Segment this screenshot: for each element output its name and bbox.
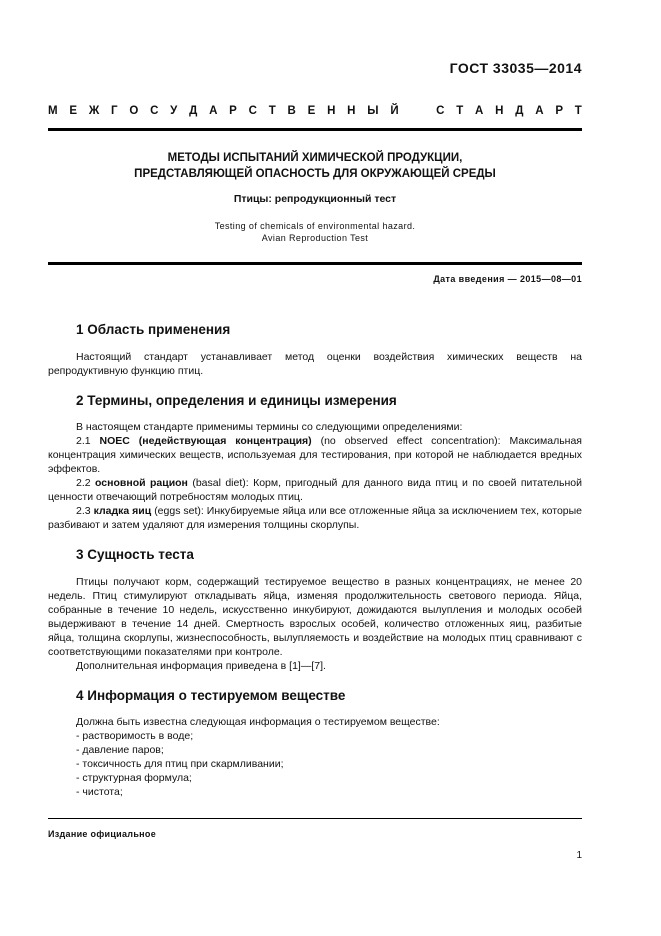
banner-letter: Е [307,105,316,117]
title-line-2: ПРЕДСТАВЛЯЮЩЕЙ ОПАСНОСТЬ ДЛЯ ОКРУЖАЮЩЕЙ СРЕДЫ [134,168,496,180]
term-name: кладка яиц [93,505,152,517]
term-number: 2.3 [76,505,91,517]
list-item: - растворимость в воде; [76,730,194,742]
term-name: основной рацион [95,477,188,489]
term-2-3 [48,504,582,532]
official-edition-label: Издание официальное [48,829,157,839]
list-item: - чистота; [76,786,123,798]
term-2-2 [48,476,582,504]
term-definition: (eggs set): Инкубируемые яйца или все отложенные яйца за исключением тех, которые разбивают и затем удаляют для измерения толщины скорлупы. [48,505,583,531]
term-2-1 [48,434,582,476]
list-item: - давление паров; [76,744,164,756]
banner-letter: Н [495,105,504,117]
section-3-reference: Дополнительная информация приведена в [1]—[7]. [76,660,326,672]
section-4-heading: 4 Информация о тестируемом веществе [76,688,346,703]
banner-letter: А [535,105,544,117]
banner-letter: Е [69,105,78,117]
banner-letter: Т [456,105,464,117]
banner-letter: У [170,105,178,117]
english-title-line-1: Testing of chemicals of environmental hazard. [214,221,416,231]
english-title-line-2: Avian Reproduction Test [261,233,369,243]
term-name: NOEC (недействующая концентрация) [99,435,312,447]
footer-rule [48,818,582,819]
section-2-intro: В настоящем стандарте применимы термины со следующими определениями: [76,421,463,433]
section-1-paragraph: Настоящий стандарт устанавливает метод оценки воздействия химических веществ на репродуктивную функцию птиц. [48,351,582,377]
banner-letter: А [475,105,484,117]
term-number: 2.1 [76,435,91,447]
term-number: 2.2 [76,477,91,489]
banner-letter: Т [574,105,582,117]
banner-letter: Р [229,105,237,117]
header-rule [48,128,582,131]
document-code: ГОСТ 33035—2014 [449,60,582,76]
title-line-1: МЕТОДЫ ИСПЫТАНИЙ ХИМИЧЕСКОЙ ПРОДУКЦИИ, [167,152,463,164]
banner-letter: Ы [367,105,379,117]
banner-letter: Т [268,105,276,117]
page-number: 1 [576,850,582,861]
banner-letter: С [248,105,257,117]
banner-letter: Г [111,105,118,117]
banner-letter: Н [327,105,336,117]
section-3-heading: 3 Сущность теста [76,547,194,562]
term-definition: (basal diet): Корм, пригодный для данного вида птиц и по своей питательной ценности отвечающий потребностям молодых птиц. [48,477,582,503]
section-4-intro: Должна быть известна следующая информация о тестируемом веществе: [76,716,440,728]
banner-letter: С [150,105,159,117]
banner-letter: Р [555,105,563,117]
title-rule [48,262,582,265]
list-item: - структурная формула; [76,772,192,784]
banner-letter: А [209,105,218,117]
introduction-date: Дата введения — 2015—08—01 [433,274,582,284]
banner-letter: О [129,105,139,117]
banner-letter: С [436,105,445,117]
interstate-standard-banner [48,105,582,117]
section-2-heading: 2 Термины, определения и единицы измерения [76,393,397,408]
list-item: - токсичность для птиц при скармливании; [76,758,284,770]
banner-letter: М [48,105,58,117]
document-subtitle: Птицы: репродукционный тест [233,193,397,205]
section-3-paragraph: Птицы получают корм, содержащий тестируемое вещество в разных концентрациях, не менее 20 недель. Птиц стимулируют откладывать яйца, изменяя продолжительность светового периода. Яйца, собранные в течение 10 недель, искусственно инкубируют, дожидаются вылупления и молодых особей выдерживают в течение 14 дней. Смертность взрослых особей, количество отложенных яиц, разбитые яйца, толщина скорлупы, жизнеспособность, вылупляемость и воздействие на молодых птиц сравнивают с соответствующими показателями при контроле. [48,576,582,658]
english-title [48,220,582,244]
banner-letter: Н [347,105,356,117]
banner-letter: Д [189,105,198,117]
banner-letter: В [287,105,296,117]
banner-letter: Ж [88,105,100,117]
term-definition: (no observed effect concentration): Максимальная концентрация химических веществ, используемая для тестирования, при которой не наблюдается вредных эффектов. [48,435,582,475]
section-1-heading: 1 Область применения [76,322,231,337]
banner-letter: Й [390,105,399,117]
banner-gap [410,105,424,117]
banner-letter: Д [515,105,524,117]
document-title [48,150,582,182]
